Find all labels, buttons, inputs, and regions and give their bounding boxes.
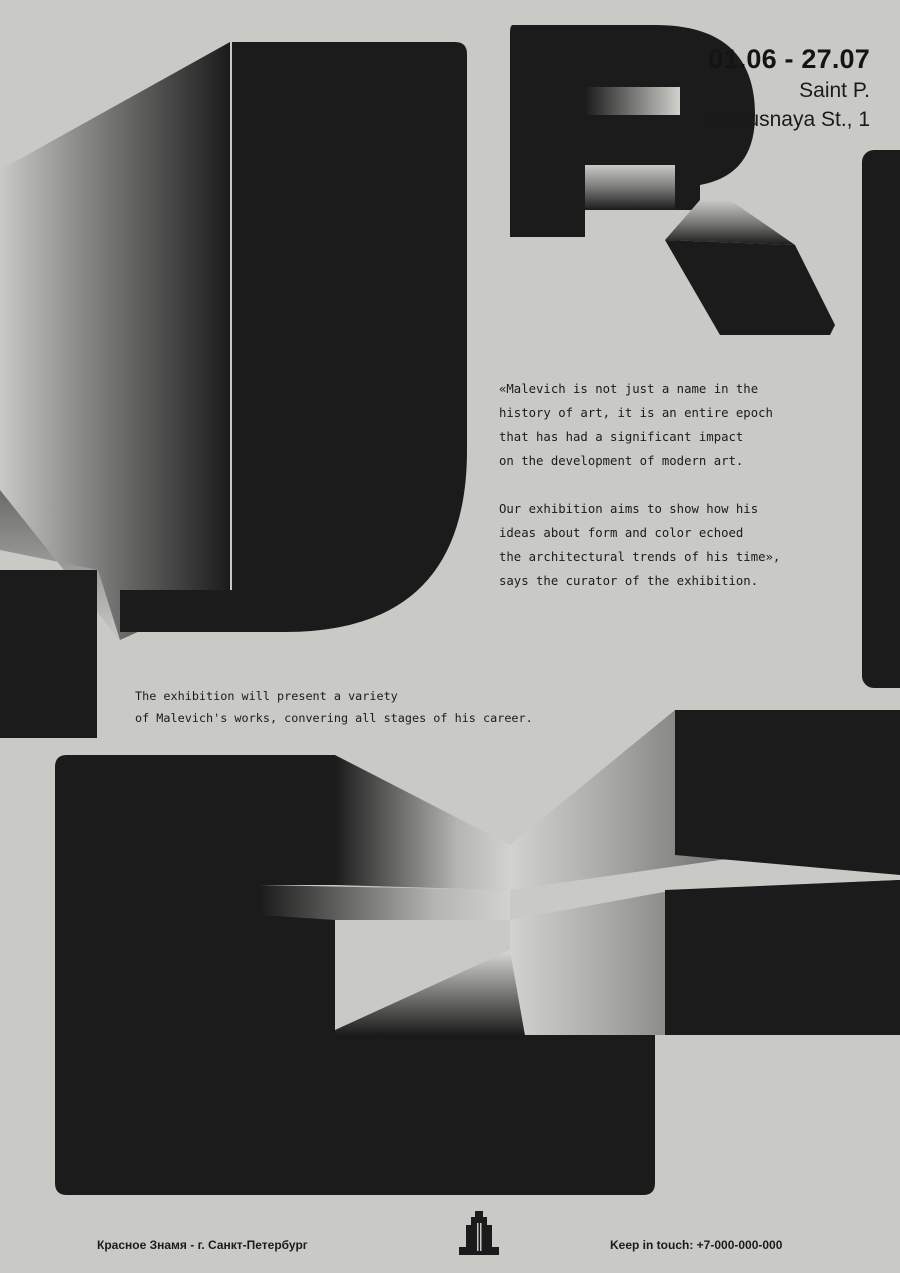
event-address: Korpusnaya St., 1 [703,108,870,131]
curator-quote [499,377,829,593]
note-line: The exhibition will present a variety [135,689,398,703]
quote-line: says the curator of the exhibition. [499,574,759,588]
quote-line: «Malevich is not just a name in the [499,382,759,396]
footer-contact: Keep in touch: +7-000-000-000 [610,1238,783,1252]
quote-line: the architectural trends of his time», [499,550,781,564]
event-dates: 01.06 - 27.07 [708,44,870,74]
building-logo-icon [459,1209,499,1255]
note-line: of Malevich's works, convering all stages of his career. [135,711,533,725]
letter-e-graphic [55,705,900,1205]
right-vertical-bar [862,150,900,688]
exhibition-note [135,685,533,729]
event-city: Saint P. [799,79,870,102]
quote-line: ideas about form and color echoed [499,526,744,540]
quote-line: on the development of modern art. [499,454,744,468]
quote-line: that has had a significant impact [499,430,744,444]
footer-location: Красное Знамя - г. Санкт-Петербург [97,1238,308,1252]
quote-line: Our exhibition aims to show how his [499,502,759,516]
quote-line: history of art, it is an entire epoch [499,406,773,420]
